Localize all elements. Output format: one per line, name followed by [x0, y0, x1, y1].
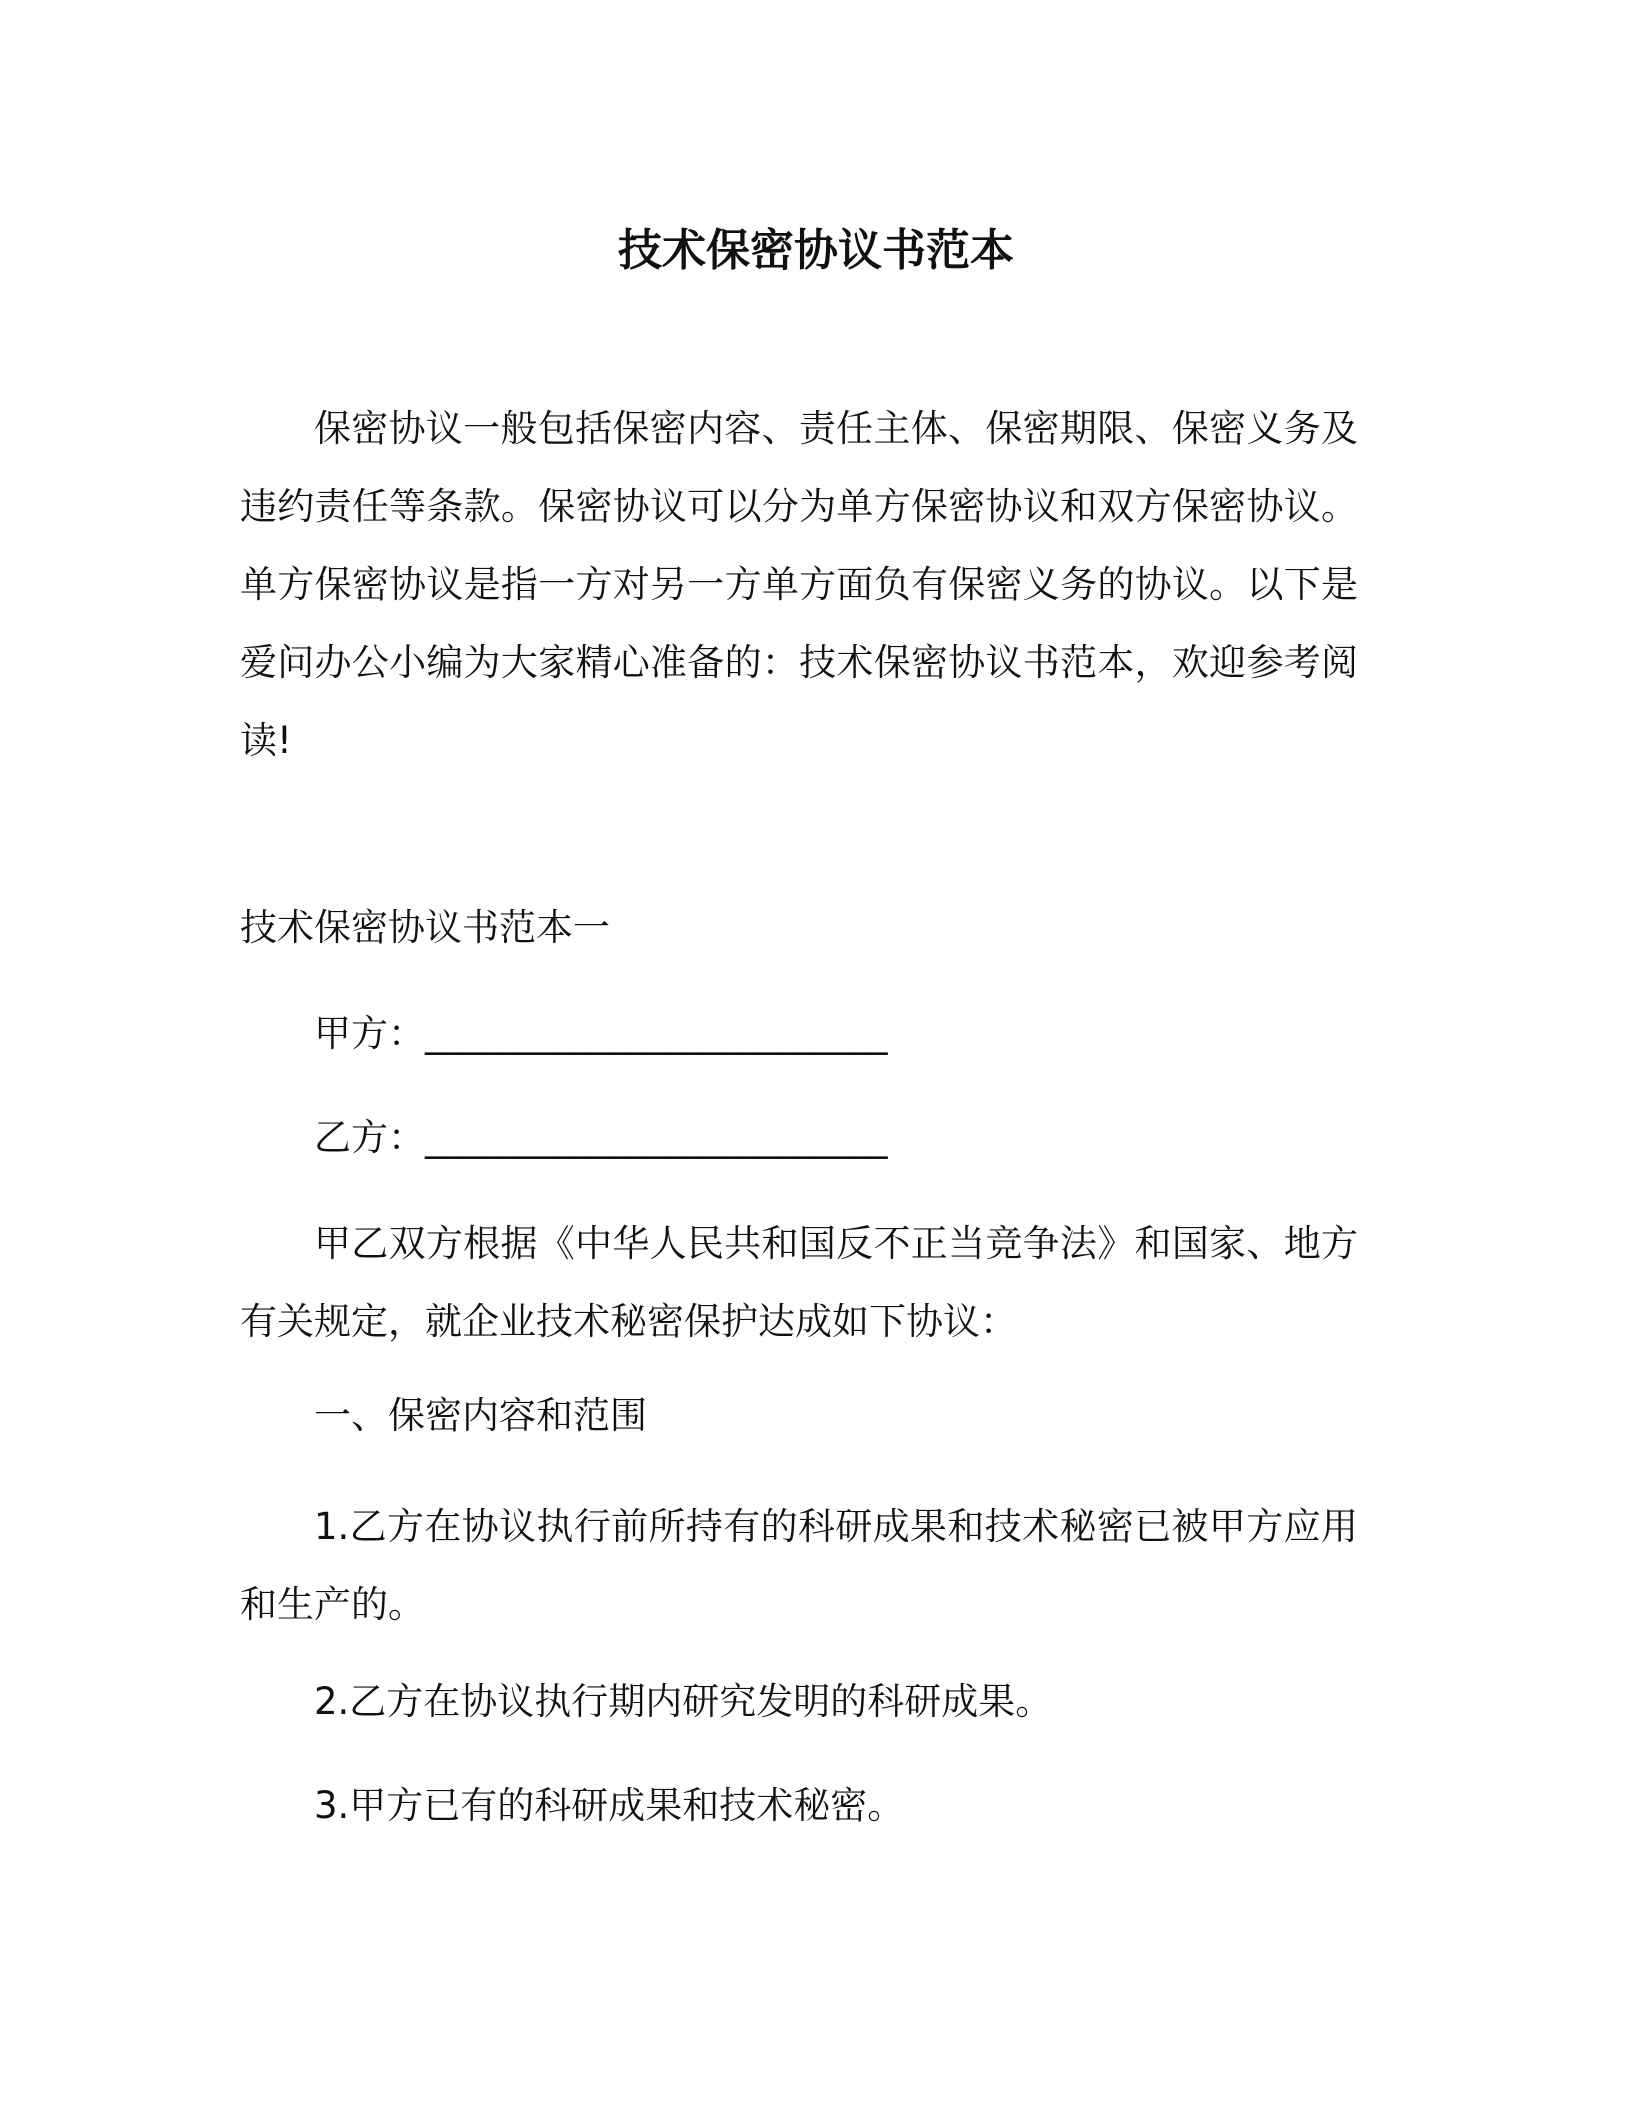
document-title: 技术保密协议书范本 — [618, 225, 1014, 276]
clause-heading: 一、保密内容和范围 — [314, 1394, 647, 1437]
clause-item-2: 2.乙方在协议执行期内研究发明的科研成果。 — [314, 1680, 1053, 1723]
section-heading: 技术保密协议书范本一 — [240, 906, 610, 949]
intro-paragraph: 保密协议一般包括保密内容、责任主体、保密期限、保密义务及违约责任等条款。保密协议可以分为单方保密协议和双方保密协议。单方保密协议是指一方对另一方单方面负有保密义务的协议。以下是爱问办公小编为大家精心准备的：技术保密协议书范本，欢迎参考阅读! — [240, 407, 1358, 762]
party-b-line: 乙方：_________________________ — [314, 1116, 888, 1159]
clause-item-1: 1.乙方在协议执行前所持有的科研成果和技术秘密已被甲方应用和生产的。 — [240, 1505, 1358, 1626]
clause-item-3: 3.甲方已有的科研成果和技术秘密。 — [314, 1784, 905, 1827]
party-a-line: 甲方：_________________________ — [314, 1012, 888, 1055]
preamble-paragraph: 甲乙双方根据《中华人民共和国反不正当竞争法》和国家、地方有关规定，就企业技术秘密保护达成如下协议： — [240, 1222, 1358, 1343]
